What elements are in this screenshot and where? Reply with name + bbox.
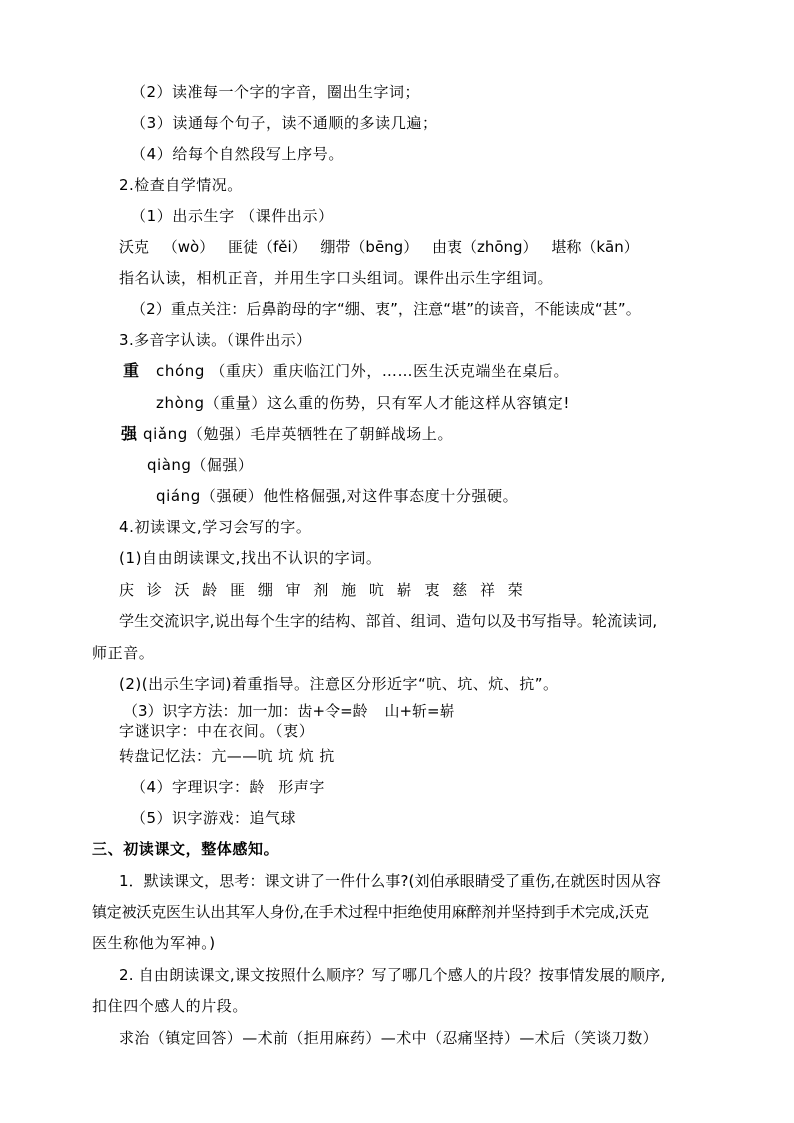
- find-unknown-words: (1)自由朗读课文,找出不认识的字词。: [119, 549, 382, 567]
- student-exchange: 学生交流识字,说出每个生字的结构、部首、组词、造句以及书写指导。轮流读词,: [119, 612, 658, 630]
- section-overall-perception: 三、初读课文，整体感知。: [92, 840, 280, 858]
- silent-reading-answer-1: 镇定被沃克医生认出其军人身份,在手术过程中拒绝使用麻醉剂并坚持到手术完成,沃克: [92, 903, 649, 921]
- method-add: （3）识字方法：加一加：齿+令=龄 山+斩=崭: [123, 702, 455, 720]
- silent-reading-answer-2: 医生称他为军神。): [92, 934, 216, 952]
- focus-note: （2）重点关注：后鼻韵母的字“绷、衷”，注意“堪”的读音，不能读成“甚”。: [131, 300, 641, 318]
- new-character-list: 沃克 （wò） 匪徒（fěi） 绷带（bēng） 由衷（zhōng） 堪称（kān）: [119, 238, 639, 256]
- order-question: 2. 自由朗读课文,课文按照什么顺序？写了哪几个感人的片段？按事情发展的顺序,: [119, 966, 666, 984]
- section-polyphonic: 3.多音字认读。（课件出示）: [119, 331, 312, 349]
- polyphonic-heading-zhong: 重: [123, 361, 140, 380]
- similar-shape-note: (2)(出示生字词)着重指导。注意区分形近字“吭、坑、炕、抗”。: [119, 675, 559, 693]
- section-first-reading: 4.初读课文,学习会写的字。: [119, 518, 312, 536]
- method-wheel: 转盘记忆法：亢——吭 坑 炕 抗: [119, 747, 335, 765]
- unknown-character-list: 庆 诊 沃 龄 匪 绷 审 剂 施 吭 崭 衷 慈 祥 荣: [119, 581, 523, 599]
- section-check-self-study: 2.检查自学情况。: [119, 176, 243, 194]
- show-new-characters: （1）出示生字 （课件出示）: [131, 207, 334, 225]
- teacher-correct: 师正音。: [92, 644, 155, 662]
- polyphonic-chong: chóng （重庆）重庆临江门外，……医生沃克端坐在桌后。: [156, 362, 570, 380]
- method-game: （5）识字游戏：追气球: [131, 809, 297, 827]
- order-answer: 扣住四个感人的片段。: [92, 997, 249, 1015]
- polyphonic-qiang3: qiǎng（勉强）毛岸英牺牲在了朝鲜战场上。: [143, 425, 454, 443]
- step-read-sentences: （3）读通每个句子，读不通顺的多读几遍；: [131, 114, 438, 132]
- method-character-logic: （4）字理识字：龄 形声字: [131, 778, 325, 796]
- method-riddle: 字谜识字：中在衣间。（衷）: [119, 722, 315, 740]
- silent-reading-question: 1．默读课文，思考：课文讲了一件什么事?(刘伯承眼睛受了重伤,在就医时因从容: [119, 872, 661, 890]
- polyphonic-qiang4: qiàng（倔强）: [147, 456, 254, 474]
- polyphonic-heading-qiang: 强: [121, 424, 138, 443]
- recognition-instruction: 指名认读，相机正音，并用生字口头组词。课件出示生字组词。: [119, 269, 554, 287]
- polyphonic-qiang2: qiáng（强硬）他性格倔强,对这件事态度十分强硬。: [156, 487, 519, 505]
- story-sequence: 求治（镇定回答）—术前（拒用麻药）—术中（忍痛坚持）—术后（笑谈刀数）: [119, 1029, 659, 1047]
- step-read-pronunciation: （2）读准每一个字的字音，圈出生字词；: [131, 83, 421, 101]
- step-number-paragraphs: （4）给每个自然段写上序号。: [131, 145, 344, 163]
- polyphonic-zhong: zhòng（重量）这么重的伤势，只有军人才能这样从容镇定!: [156, 394, 571, 412]
